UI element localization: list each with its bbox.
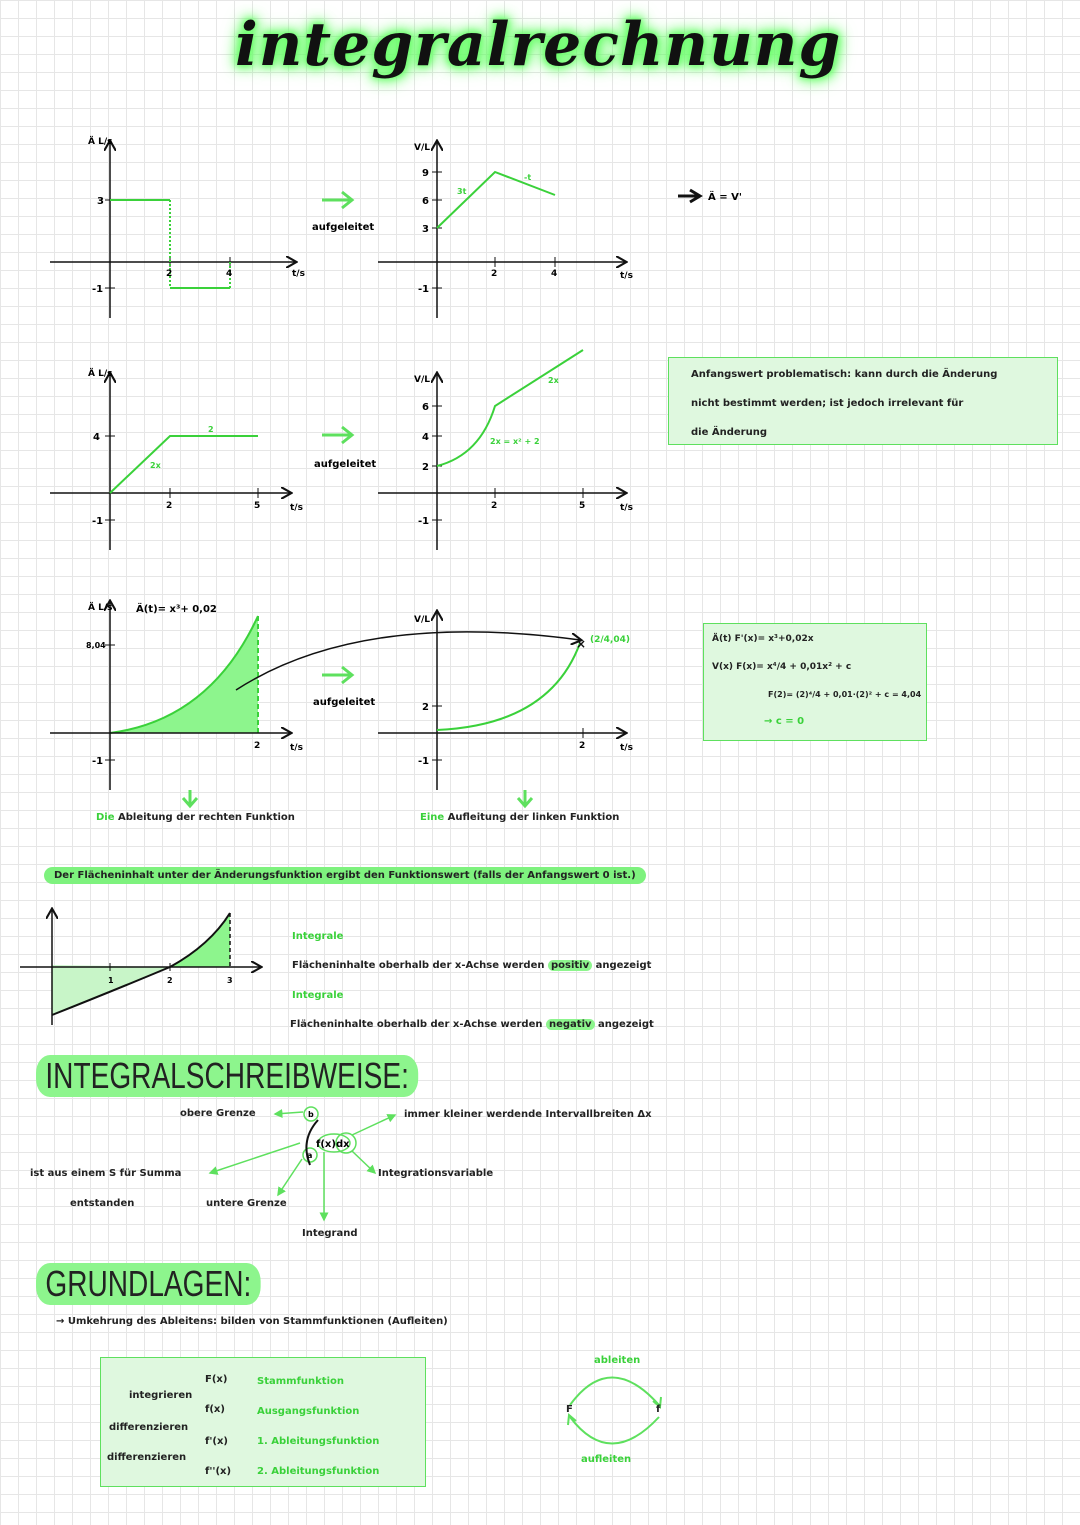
svg-text:b: b [308,1110,314,1119]
svg-text:V/L: V/L [414,143,430,153]
svg-text:2: 2 [422,462,429,473]
svg-text:1: 1 [108,976,114,985]
svg-text:f(x)dx: f(x)dx [316,1139,350,1150]
svg-text:t/s: t/s [620,743,633,753]
heading-basics: GRUNDLAGEN: [36,1263,261,1305]
svg-text:aufgeleitet: aufgeleitet [314,459,377,470]
svg-text:6: 6 [422,402,429,413]
graph1-right [378,142,633,318]
svg-text:Ä = V': Ä = V' [708,192,742,203]
svg-text:5: 5 [254,501,261,511]
area-under-curve [110,616,258,733]
graph-line [110,436,258,493]
svg-text:2: 2 [491,269,498,279]
svg-text:-1: -1 [92,756,104,767]
graph3-left [50,601,580,790]
cycle-label-ableiten: ableiten [594,1355,641,1366]
graph2-left [50,368,303,550]
svg-text:2: 2 [166,501,173,511]
svg-text:6: 6 [422,196,429,207]
note-derivative [678,189,742,203]
svg-text:4: 4 [422,432,429,443]
svg-text:3t: 3t [457,187,467,196]
graph-line [437,172,555,228]
svg-text:-1: -1 [92,516,104,527]
page-title: integralrechnung [235,10,842,80]
graph-line [437,643,580,730]
graph1-arrow [312,192,374,233]
svg-text:2: 2 [208,425,214,434]
integrals-text-2: Flächeninhalte oberhalb der x-Achse werden negativ angezeigt [290,1019,654,1030]
svg-text:V/L: V/L [414,615,430,625]
signed-area-graph [15,905,275,1035]
cycle-label-aufleiten: aufleiten [581,1454,632,1465]
svg-text:2x: 2x [150,461,161,470]
svg-text:Ä(t)= x³+ 0,02: Ä(t)= x³+ 0,02 [136,604,217,615]
basics-line: → Umkehrung des Ableitens: bilden von Stammfunktionen (Aufleiten) [56,1316,448,1327]
integrals-label-1: Integrale [292,931,344,942]
svg-text:4: 4 [93,432,100,443]
svg-text:×: × [576,637,587,651]
svg-text:3: 3 [422,224,429,235]
svg-text:t/s: t/s [620,271,633,281]
svg-text:2: 2 [254,741,261,751]
caption-right: Eine Aufleitung der linken Funktion [420,812,620,823]
svg-text:5: 5 [579,501,586,511]
svg-text:3: 3 [97,196,104,207]
integrals-label-2: Integrale [292,990,344,1001]
svg-text:2: 2 [166,269,173,279]
svg-text:3: 3 [227,976,233,985]
svg-text:2: 2 [579,741,586,751]
label-interval-width: immer kleiner werdende Intervallbreiten Δx [404,1109,652,1120]
integrals-text-1: Flächeninhalte oberhalb der x-Achse werden positiv angezeigt [292,960,652,971]
label-integration-variable: Integrationsvariable [378,1168,494,1179]
cycle-f: f [656,1404,661,1415]
svg-text:-1: -1 [418,756,430,767]
svg-text:-1: -1 [418,284,430,295]
y-axis-label: Ä L/s [88,137,113,147]
svg-text:aufgeleitet: aufgeleitet [313,697,376,708]
svg-text:t/s: t/s [292,269,305,279]
label-integrand: Integrand [302,1228,358,1239]
svg-text:2: 2 [491,501,498,511]
svg-text:t/s: t/s [620,503,633,513]
svg-text:-1: -1 [418,516,430,527]
svg-text:t/s: t/s [290,743,303,753]
svg-text:2: 2 [167,976,173,985]
svg-text:4: 4 [551,269,558,279]
label-summa-2: entstanden [70,1198,135,1209]
caption-left: Die Ableitung der rechten Funktion [96,812,295,823]
svg-text:t/s: t/s [290,503,303,513]
svg-text:2x: 2x [548,376,559,385]
svg-text:Ä L/s: Ä L/s [88,369,113,379]
svg-text:8,04: 8,04 [86,641,106,650]
cycle-F: F [566,1404,573,1415]
graph1-left [50,136,305,318]
graph2-arrow [314,427,376,470]
svg-text:9: 9 [422,168,429,179]
svg-text:aufgeleitet: aufgeleitet [312,222,375,233]
label-lower-bound: untere Grenze [206,1198,287,1209]
graph3-right [378,612,633,790]
area-statement: Der Flächeninhalt unter der Änderungsfunktion ergibt den Funktionswert (falls der Anfangswert 0 ist.) [44,867,646,884]
graph-line [437,350,583,466]
label-upper-bound: obere Grenze [180,1108,256,1119]
heading-notation: INTEGRALSCHREIBWEISE: [36,1055,418,1097]
svg-text:a: a [307,1151,313,1160]
svg-text:2: 2 [422,702,429,713]
svg-text:(2/4,04): (2/4,04) [590,635,630,645]
label-summa: ist aus einem S für Summa [30,1168,182,1179]
svg-text:V/L: V/L [414,375,430,385]
graph3-arrow [313,667,375,708]
svg-text:2x = x² + 2: 2x = x² + 2 [490,437,540,446]
basics-box: F(x) integrieren f(x) differenzieren f'(x) differenzieren f''(x) Stammfunktion Ausgangsfunktion 1. Ableitungsfunktion 2. Ableitungsfunktion [100,1357,426,1487]
calc-box: Ä(t) F'(x)= x³+0,02x V(x) F(x)= x⁴/4 + 0,01x² + c F(2)= (2)⁴/4 + 0,01·(2)² + c = 4,04 → c = 0 [703,623,927,741]
graph2-right [378,350,633,550]
svg-text:-t: -t [524,173,532,182]
note-initial-value: Anfangswert problematisch: kann durch die Änderung nicht bestimmt werden; ist jedoch irrelevant für die Änderung [668,357,1058,445]
svg-text:4: 4 [226,269,233,279]
svg-text:Ä L/s: Ä L/s [88,603,113,613]
svg-text:-1: -1 [92,284,104,295]
